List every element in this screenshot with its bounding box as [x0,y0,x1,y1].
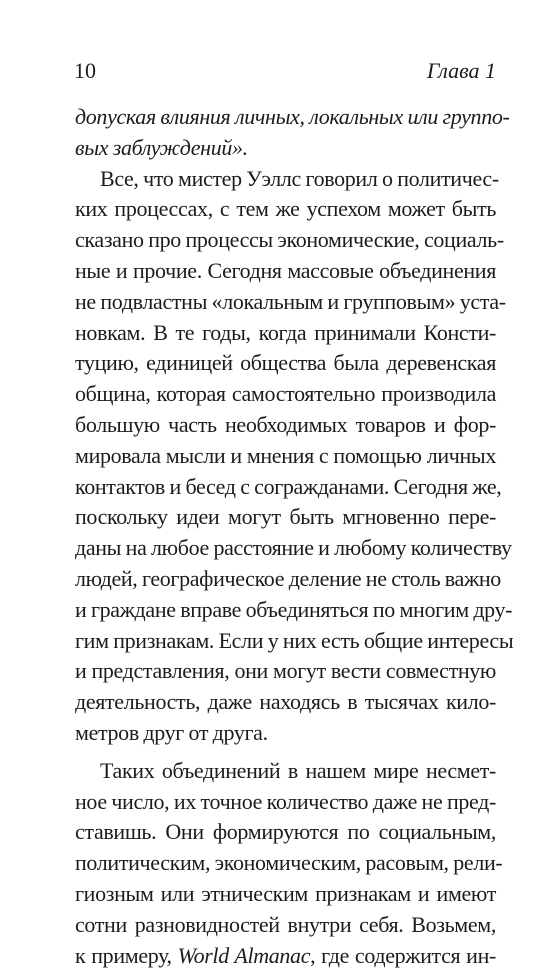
text-line: мировала мысли и мнения с помощью личных [75,442,496,468]
text-line: контактов и бесед с согражданами. Сегодня же, [75,473,502,499]
chapter-title: Глава 1 [426,58,496,83]
text-line: даны на любое расстояние и любому количеству [75,535,512,561]
text-line: гиозным или этническим признакам и имеют [75,880,496,906]
almanac-title: World Almanac [177,942,311,968]
text-line: большую часть необходимых товаров и фор- [75,411,496,437]
page-number: 10 [74,58,96,83]
text-segment: , где содержится ин- [310,942,496,968]
text-line: туцию, единицей общества была деревенская [75,350,496,376]
running-header [74,57,496,85]
text-line: вых заблуждений». [75,134,248,160]
text-segment: к примеру, [75,942,178,968]
text-line: Все, что мистер Уэллс говорил о политичес- [100,165,499,191]
text-line: гим признакам. Если у них есть общие интересы [75,627,514,653]
text-line: сотни разновидностей внутри себя. Возьмем, [75,911,496,937]
text-line: людей, географическое деление не столь важно [75,565,501,591]
text-line: поскольку идеи могут быть мгновенно пере- [75,504,496,530]
body-text [75,102,514,971]
text-line: община, которая самостоятельно производила [75,381,496,407]
text-line: ное число, их точное количество даже не пред- [75,788,496,814]
text-line: метров друг от друга. [75,719,268,745]
text-line: и представления, они могут вести совместную [75,658,496,684]
text-line: ставишь. Они формируются по социальным, [75,819,496,845]
text-line: не подвластны «локальным и групповым» уста- [75,288,506,314]
text-line: допуская влияния личных, локальных или группо- [75,104,510,129]
text-line: и граждане вправе объединяться по многим дру- [75,596,513,622]
text-line: новкам. В те годы, когда принимали Консти- [75,319,496,345]
text-line: сказано про процессы экономические, социаль- [75,227,504,253]
text-line: деятельность, даже находясь в тысячах кило- [75,689,496,715]
text-line: политическим, экономическим, расовым, рели- [75,850,503,876]
text-line: ких процессах, с тем же успехом может быть [75,196,496,222]
text-line [75,941,496,971]
text-line: Таких объединений в нашем мире несмет- [100,757,496,783]
text-line: ные и прочие. Сегодня массовые объединения [75,257,496,283]
